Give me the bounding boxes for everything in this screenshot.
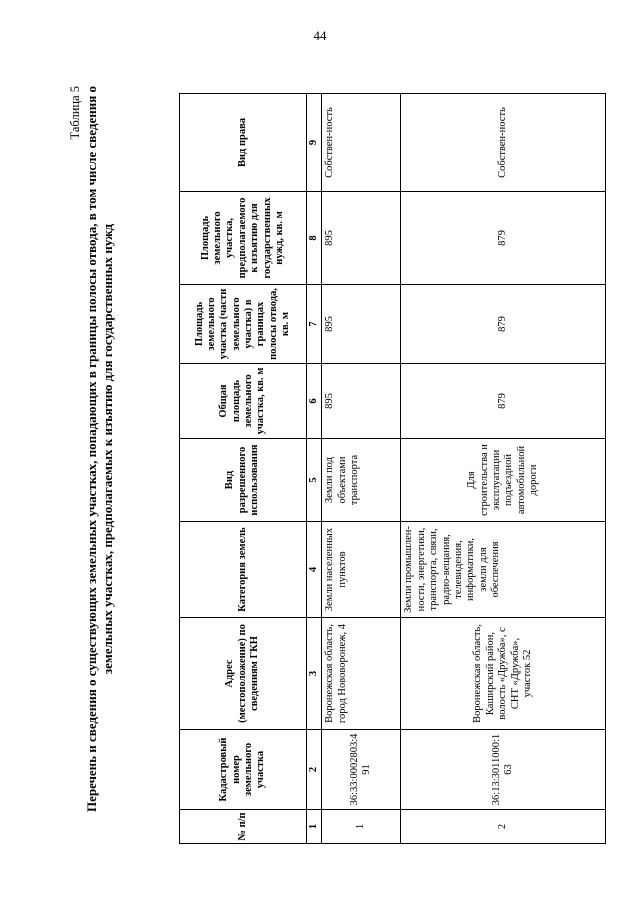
column-number: 8: [307, 192, 322, 285]
column-header: Вид права: [180, 94, 307, 192]
land-plots-table: [179, 93, 606, 844]
header-row: [180, 94, 307, 844]
column-number: 3: [307, 618, 322, 730]
column-number: 5: [307, 439, 322, 522]
total-area: 895: [322, 364, 401, 439]
column-header: Площадь земельного участка (части земельного участка) в границах полосы отвода, кв. м: [180, 285, 307, 364]
area-in-strip: 879: [401, 285, 606, 364]
land-category: Земли промышлен-ности, энергетики, транспорта, связи, радио-вещания, телевидения, информатики, земли для обеспечения: [401, 522, 606, 618]
column-header: Площадь земельного участка, предполагаемого к изъятию для государственных нужд, кв. м: [180, 192, 307, 285]
row-number: 1: [322, 810, 401, 844]
column-number: 6: [307, 364, 322, 439]
row-number: 2: [401, 810, 606, 844]
right-type: Собствен-ность: [322, 94, 401, 192]
cadastral-number: 36:33:0002803:491: [322, 730, 401, 810]
column-header: Адрес (местоположение) по сведениям ГКН: [180, 618, 307, 730]
right-type: Собствен-ность: [401, 94, 606, 192]
address: Воронежская область, город Нововоронеж, 4: [322, 618, 401, 730]
column-header: № п/п: [180, 810, 307, 844]
table-title: Перечень и сведения о существующих земельных участках, попадающих в границы полосы отвода, в том числе сведения о земельных участках, предполагаемых к изъятию для государственных нужд: [84, 86, 116, 812]
table-row: [401, 94, 606, 844]
rotated-table-page: [60, 52, 620, 852]
column-header: Вид разрешенного использования: [180, 439, 307, 522]
column-number: 7: [307, 285, 322, 364]
permitted-use: Для строительства и эксплуатации подъездной автомобильной дороги: [401, 439, 606, 522]
column-number: 2: [307, 730, 322, 810]
column-number: 9: [307, 94, 322, 192]
area-in-strip: 895: [322, 285, 401, 364]
area-seized: 895: [322, 192, 401, 285]
column-header: Категория земель: [180, 522, 307, 618]
area-seized: 879: [401, 192, 606, 285]
table-caption: Таблица 5: [68, 86, 82, 140]
total-area: 879: [401, 364, 606, 439]
table-row: [322, 94, 401, 844]
cadastral-number: 36:13:3011000:163: [401, 730, 606, 810]
column-number-row: [307, 94, 322, 844]
column-header: Кадастровый номер земельного участка: [180, 730, 307, 810]
column-header: Общая площадь земельного участка, кв. м: [180, 364, 307, 439]
land-category: Земли населенных пунктов: [322, 522, 401, 618]
page-number: 44: [313, 28, 327, 43]
column-number: 1: [307, 810, 322, 844]
address: Воронежская область, Каширский район, волость «Дружба», с СНТ «Дружба», участок 52: [401, 618, 606, 730]
permitted-use: Земли под объектами транспорта: [322, 439, 401, 522]
column-number: 4: [307, 522, 322, 618]
